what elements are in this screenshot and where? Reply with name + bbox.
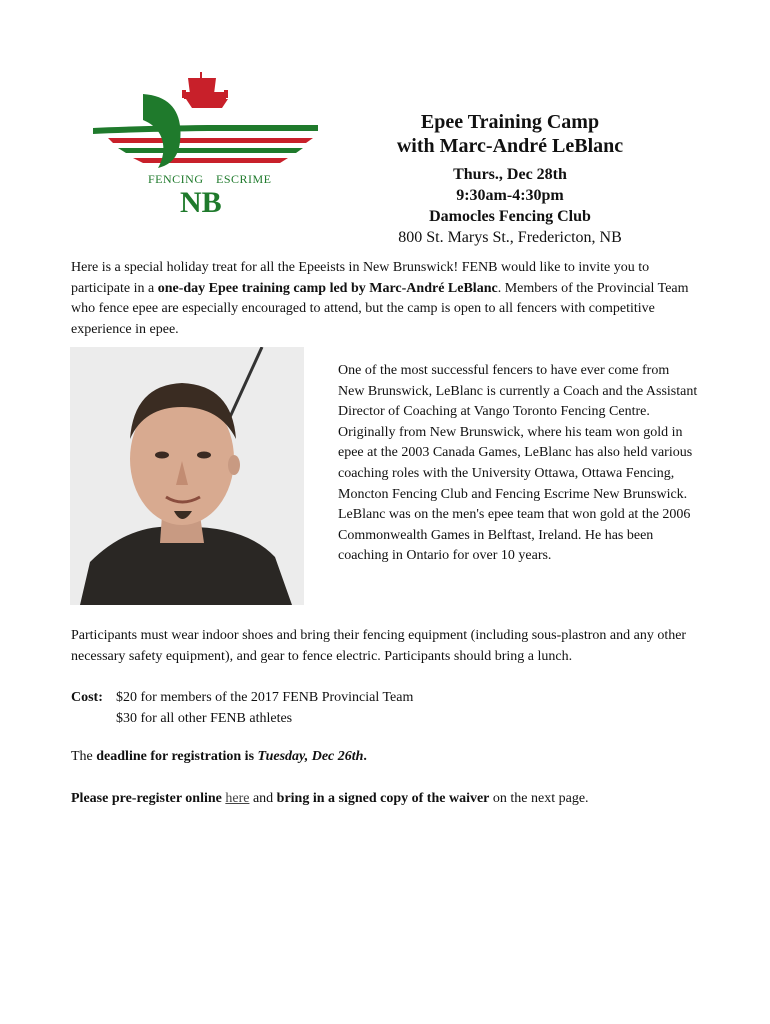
deadline-date: Tuesday, Dec 26th <box>257 749 364 764</box>
event-title-line2: with Marc-André LeBlanc <box>396 135 624 157</box>
event-time: 9:30am-4:30pm <box>456 187 564 204</box>
prereg-bold-1: Please pre-register online <box>71 791 226 806</box>
event-title-line1: Epee Training Camp <box>420 111 600 133</box>
prereg-bold-2: bring in a signed copy of the waiver <box>276 791 490 806</box>
fenb-logo <box>88 70 328 230</box>
logo-escrime-text: ESCRIME <box>216 172 272 186</box>
event-address: 800 St. Marys St., Fredericton, NB <box>398 229 622 246</box>
event-venue: Damocles Fencing Club <box>429 208 591 225</box>
coach-bio: One of the most successful fencers to have ever come from New Brunswick, LeBlanc is currently a Coach and the Assistant Director of Coaching at Vango Toronto Fencing Centre. Originally from New Brunswick, where his team won gold in epee at the 2003 Canada Games, LeBlanc has also held various coaching roles with the University Ottawa, Ottawa Fencing, Moncton Fencing Club and Fencing Escrime New Brunswick. LeBlanc was on the men's epee team that won gold at the 2006 Commonwealth Games in Belftast, Ireland. He has been coaching in Ontario for over 10 years. <box>338 363 698 564</box>
intro-paragraph <box>71 258 703 340</box>
logo-fencing-text: FENCING <box>148 172 204 186</box>
cost-label: Cost: <box>71 690 103 705</box>
requirements-paragraph: Participants must wear indoor shoes and bring their fencing equipment (including sous-plastron and any other necessary safety equipment), and gear to fence electric. Participants should bring a lunch. <box>71 628 687 664</box>
deadline-line <box>71 749 367 765</box>
logo-nb-text: NB <box>180 186 222 219</box>
event-date: Thurs., Dec 28th <box>453 166 567 183</box>
cost-line-2: $30 for all other FENB athletes <box>116 710 293 726</box>
intro-text-2: . Members of the Provincial Team who fence epee are especially encouraged to attend, but the camp is open to all fencers with competitive experience in epee. <box>71 280 689 337</box>
preregister-line <box>71 791 589 807</box>
prereg-middle: and <box>249 791 277 806</box>
event-header <box>365 110 655 249</box>
cost-section <box>71 688 413 729</box>
coach-portrait-image <box>70 347 304 605</box>
fenb-logo-graphic <box>88 70 328 180</box>
prereg-suffix: on the next page. <box>489 791 589 806</box>
intro-text-bold: one-day Epee training camp led by Marc-André LeBlanc <box>157 280 498 296</box>
cost-line-1: $20 for members of the 2017 FENB Provincial Team <box>116 690 414 705</box>
intro-text-1: Here is a special holiday treat for all the Epeeists in New Brunswick! FENB would like to invite you to participate in a <box>71 260 650 296</box>
deadline-prefix: The <box>71 749 97 764</box>
deadline-suffix: . <box>363 749 367 764</box>
register-here-link[interactable]: here <box>225 791 250 806</box>
deadline-bold: deadline for registration is <box>96 749 258 764</box>
coach-photo <box>70 347 304 605</box>
